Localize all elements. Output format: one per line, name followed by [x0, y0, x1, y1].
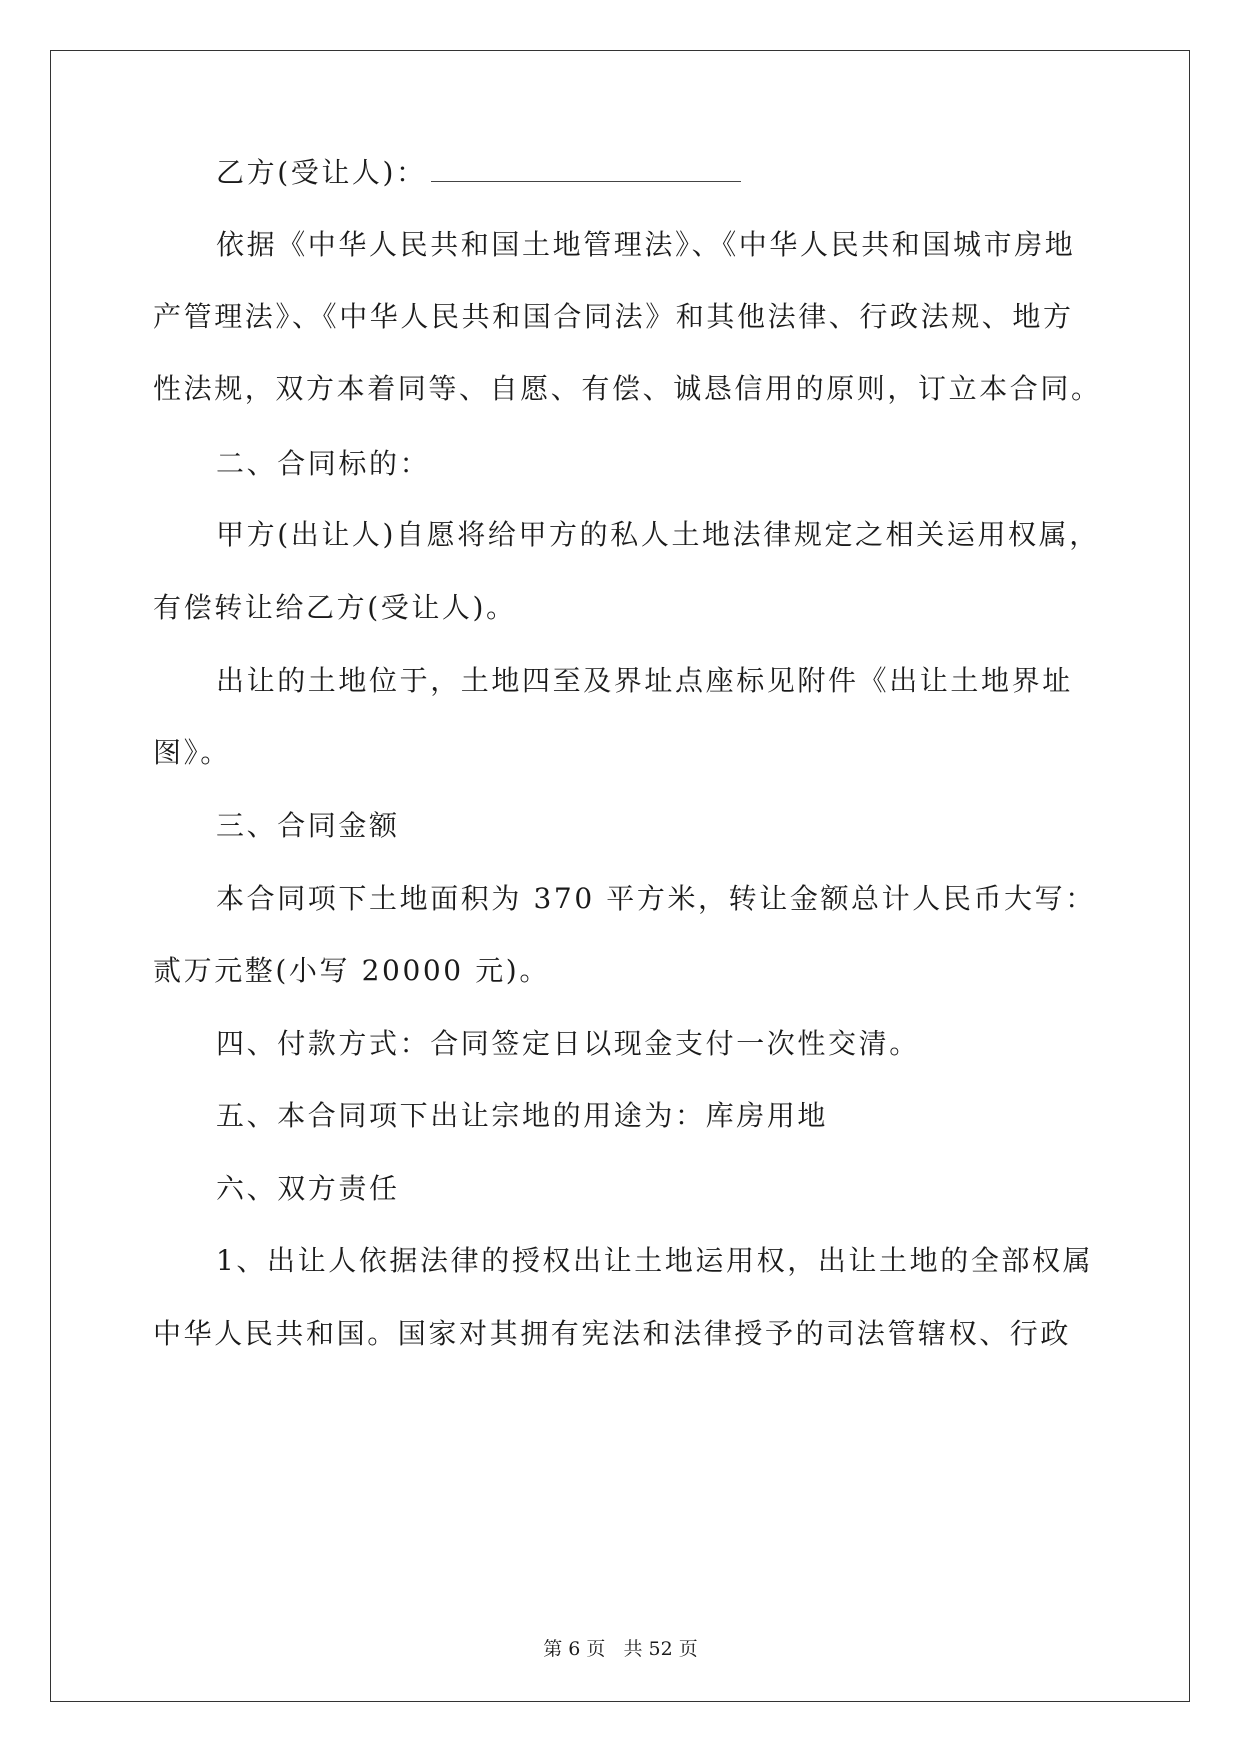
paragraph-line: 本合同项下土地面积为 370 平方米，转让金额总计人民币大写：: [216, 882, 1096, 915]
paragraph-line: 有偿转让给乙方(受让人)。: [153, 591, 517, 624]
party-b-label: 乙方(受让人)：: [216, 156, 427, 189]
paragraph-line: 中华人民共和国。国家对其拥有宪法和法律授予的司法管辖权、行政: [153, 1317, 1072, 1350]
party-b-blank: [431, 153, 741, 182]
section-heading: 三、合同金额: [216, 809, 400, 842]
paragraph-line: 性法规，双方本着同等、自愿、有偿、诚恳信用的原则，订立本合同。: [153, 372, 1102, 405]
paragraph-line: 甲方(出让人)自愿将给甲方的私人土地法律规定之相关运用权属，: [216, 518, 1100, 551]
section-heading: 二、合同标的：: [216, 447, 431, 480]
paragraph-line: 产管理法》、《中华人民共和国合同法》和其他法律、行政法规、地方: [153, 300, 1074, 333]
section-heading: 四、付款方式：合同签定日以现金支付一次性交清。: [216, 1027, 920, 1060]
section-heading: 五、本合同项下出让宗地的用途为：库房用地: [216, 1099, 829, 1132]
paragraph-line: 贰万元整(小写 20000 元)。: [153, 954, 550, 987]
page-total: 共 52 页: [623, 1638, 698, 1660]
page-number: 第 6 页: [543, 1638, 606, 1660]
section-heading: 六、双方责任: [216, 1172, 400, 1205]
paragraph-line: 1、出让人依据法律的授权出让土地运用权，出让土地的全部权属: [216, 1244, 1094, 1277]
paragraph-line: 依据《中华人民共和国土地管理法》、《中华人民共和国城市房地: [216, 228, 1076, 261]
paragraph-line: 图》。: [153, 736, 231, 769]
party-b-line: [216, 153, 741, 193]
page-footer: [0, 1636, 1241, 1662]
paragraph-line: 出让的土地位于，土地四至及界址点座标见附件《出让土地界址: [216, 664, 1073, 697]
